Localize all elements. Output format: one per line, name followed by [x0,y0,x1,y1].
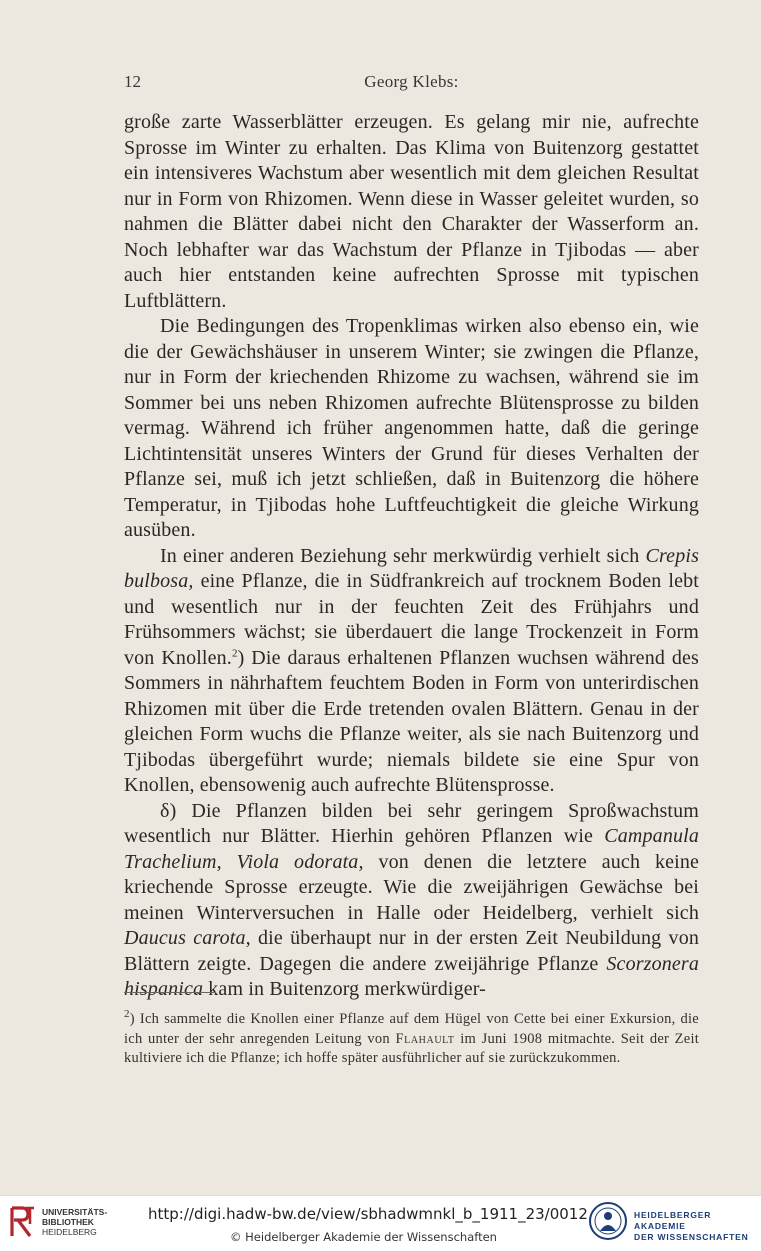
species-daucus-carota: Daucus carota, [124,927,251,949]
ub-heidelberg-logo-icon[interactable] [8,1204,38,1240]
library-line-3: HEIDELBERG [42,1227,97,1237]
running-head: Georg Klebs: [364,72,459,91]
library-line-1: UNIVERSITÄTS- [42,1207,108,1217]
footnote-2 [124,1010,699,1069]
paragraph-4-text-a: δ) Die Pflanzen bilden bei sehr geringem Sproßwachstum wesentlich nur Blätter. Hierhin gehören Pflanzen wie [124,799,699,847]
footnote-mark: 2 [124,1008,130,1021]
academy-line-2: DER WISSENSCHAFTEN [634,1232,749,1242]
academy-seal-icon[interactable] [588,1201,628,1241]
paragraph-3-text-c: ) Die daraus erhaltenen Pflanzen wuchsen während des Sommers in nährhaftem feuchtem Boden in Form von unterirdischen Rhizomen mit über die Erde tretenden ovalen Blättern. Genau in der gleichen Form wuchs die Pflanze weiter, als sie nach Buitenzorg und Tjibodas übergeführt wurde; niemals bildete sie eine Spur von Knollen, ebensowenig auch aufrechte Blütensprosse. [124,646,699,796]
paragraph-3-text-a: In einer anderen Beziehung sehr merkwürdig verhielt sich [160,544,640,567]
species-scorzonera-hispanica: Scorzonera hispanica [124,952,700,1000]
library-line-2: BIBLIOTHEK [42,1217,94,1227]
footnote-author-name: Flahault [395,1030,455,1047]
permalink-url[interactable]: http://digi.hadw-bw.de/view/sbhadwmnkl_b_1911_23/0012 [148,1205,588,1223]
main-text [124,110,699,1003]
footnote-text-b: im Juni 1908 mitmachte. Seit der Zeit kultiviere ich die Pflanze; ich hoffe später ausführlicher auf sie zurückzukommen. [124,1030,700,1066]
footnote-ref-2: 2 [231,646,238,659]
paragraph-4-text-d: kam in Buitenzorg merkwürdiger- [208,978,486,1000]
footnote-divider [124,992,216,993]
paragraph-4 [124,799,699,1003]
paragraph-3-text-b: eine Pflanze, die in Südfrankreich auf trocknem Boden lebt und wesentlich nur in der feuchten Zeit des Frühjahrs und Frühsommers wächst; sie überdauert die lange Trockenzeit in Form von Knollen. [124,570,699,669]
footer-bar [0,1195,761,1251]
page-number: 12 [124,72,141,91]
paragraph-2 [124,314,699,544]
page-header [124,72,699,96]
species-campanula-viola: Campanula Trachelium, Viola odorata, [124,825,699,873]
paragraph-1 [124,110,699,314]
copyright-text: © Heidelberger Akademie der Wissenschaften [230,1230,497,1244]
paragraph-2-text: Die Bedingungen des Tropenklimas wirken also ebenso ein, wie die der Gewächshäuser in unserem Winter; sie zwingen die Pflanze, nur in Form der kriechenden Rhizome zu wachsen, während sie im Sommer bei uns neben Rhizomen aufrechte Blütensprosse zu bilden vermag. Während ich früher angenommen hatte, daß die geringe Lichtintensität unseres Winters der Grund für dieses Verhalten der Pflanze sei, muß ich jetzt schließen, daß in Buitenzorg die höhere Temperatur, in Tjibodas hohe Luftfeuchtigkeit die gleiche Wirkung ausüben. [124,315,699,541]
academy-name [634,1210,761,1243]
paragraph-3 [124,544,699,799]
species-crepis-bulbosa: Crepis bulbosa, [124,544,699,592]
paragraph-4-text-c: die überhaupt nur in der ersten Zeit Neubildung von Blättern zeigte. Dagegen die andere zweijährige Pflanze [124,927,699,975]
library-name [42,1207,107,1237]
academy-line-1: HEIDELBERGER AKADEMIE [634,1210,712,1231]
footnote-text-a: ) Ich sammelte die Knollen einer Pflanze auf dem Hügel von Cette bei einer Exkursion, die ich unter der sehr anregenden Leitung von [124,1011,699,1047]
paragraph-1-text: große zarte Wasserblätter erzeugen. Es gelang mir nie, aufrechte Sprosse im Winter zu erhalten. Das Klima von Buitenzorg gestattet ein intensiveres Wachstum aber wesentlich mit dem gleichen Resultat nur in Form von Rhizomen. Wenn diese in Wasser geleitet wurden, so nahmen die Blätter dabei nicht den Charakter der Wasserform an. Noch lebhafter war das Wachstum der Pflanze in Tjibodas — aber auch hier entstanden keine aufrechten Sprosse mit typischen Luftblättern. [124,111,699,312]
paragraph-4-text-b: von denen die letztere auch keine kriechende Sprosse erzeugte. Wie die zweijährigen Gewächse bei meinen Winterversuchen in Halle oder Heidelberg, verhielt sich [124,850,700,924]
